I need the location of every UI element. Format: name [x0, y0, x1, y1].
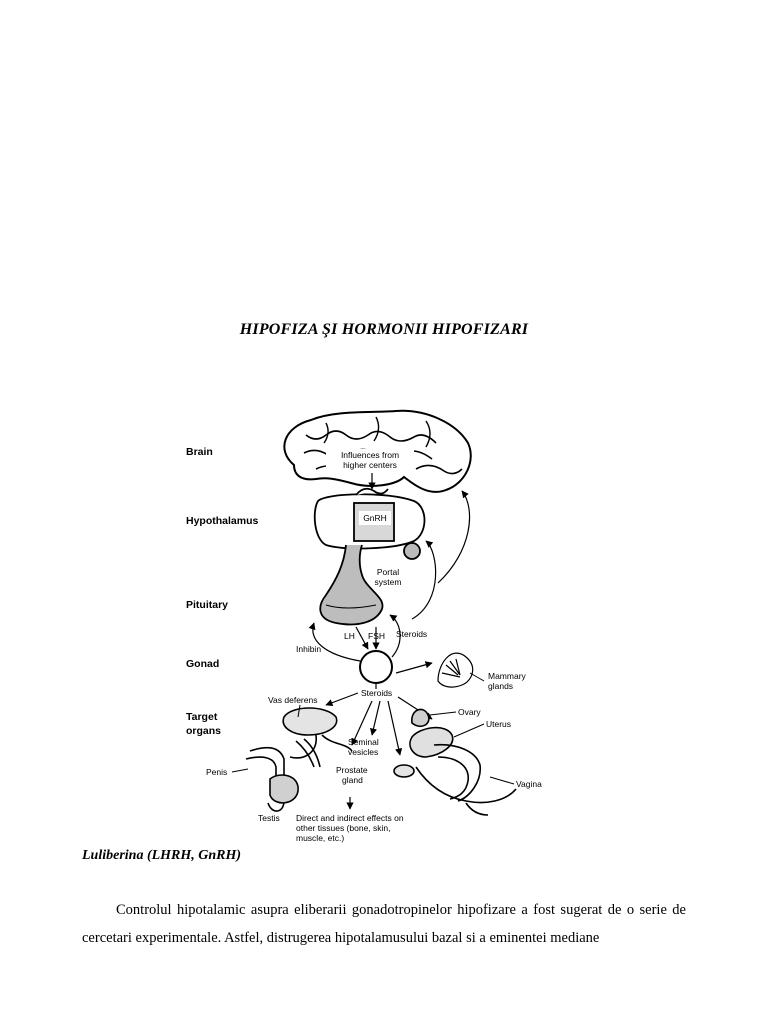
arrow-to-vas-deferens	[326, 693, 358, 705]
mammary-gland-drawing	[438, 653, 473, 687]
body-paragraph: Controlul hipotalamic asupra eliberarii gonadotropinelor hipofizare a fost sugerat de o serie de cercetari experimentale. Astfel, distrugerea hipotalamusului bazal si a eminentei mediane	[82, 902, 686, 946]
label-prostate-2: gland	[342, 775, 363, 785]
level-label-pituitary: Pituitary	[186, 599, 229, 611]
label-lh: LH	[344, 631, 355, 641]
arrow-to-mammary	[396, 663, 432, 673]
page-title: HIPOFIZA ŞI HORMONII HIPOFIZARI	[239, 321, 529, 338]
label-portal-2: system	[374, 577, 402, 587]
leader-penis	[232, 769, 248, 772]
arrow-to-prostate	[372, 701, 380, 735]
label-influences-2: higher centers	[343, 460, 397, 470]
arrow-inhibin-feedback	[313, 623, 360, 661]
label-steroids-top: Steroids	[396, 629, 428, 639]
label-mammary-2: glands	[488, 681, 514, 691]
label-gnrh: GnRH	[363, 513, 387, 523]
label-seminal-1: Seminal	[348, 737, 379, 747]
leader-ovary	[430, 712, 456, 715]
section-subheading: Luliberina (LHRH, GnRH)	[82, 848, 242, 863]
label-steroids-bottom: Steroids	[361, 688, 393, 698]
level-label-gonad: Gonad	[186, 658, 220, 670]
level-label-hypothalamus: Hypothalamus	[186, 515, 259, 527]
label-effects-2: other tissues (bone, skin,	[296, 823, 391, 833]
label-prostate-1: Prostate	[336, 765, 368, 775]
label-effects-3: muscle, etc.)	[296, 833, 345, 843]
level-label-target-2: organs	[186, 725, 222, 737]
level-label-brain: Brain	[186, 446, 213, 458]
label-penis: Penis	[206, 767, 228, 777]
label-ovary: Ovary	[458, 707, 481, 717]
arrow-to-tissues	[388, 701, 400, 755]
hypothalamus-pituitary-drawing	[315, 489, 425, 625]
leader-vagina	[490, 777, 514, 784]
label-vagina: Vagina	[516, 779, 542, 789]
label-influences-1: Influences from	[340, 450, 400, 460]
gonad-circle	[360, 651, 392, 683]
label-uterus: Uterus	[486, 719, 512, 729]
hypothalamic-pituitary-gonadal-axis-figure	[176, 405, 576, 850]
level-label-target-1: Target	[186, 711, 218, 723]
label-seminal-2: vesicles	[348, 747, 379, 757]
label-vas-deferens: Vas deferens	[268, 695, 318, 705]
label-mammary-1: Mammary	[488, 671, 526, 681]
label-fsh: FSH	[368, 631, 385, 641]
leader-uterus	[454, 724, 484, 737]
male-reproductive-drawing	[246, 708, 352, 811]
arrow-steroids-to-brain	[438, 491, 470, 583]
label-effects-1: Direct and indirect effects on	[296, 813, 404, 823]
label-testis: Testis	[258, 813, 280, 823]
label-inhibin: Inhibin	[296, 644, 322, 654]
label-portal-1: Portal	[376, 567, 400, 577]
leader-mammary	[470, 673, 484, 681]
arrow-lh	[356, 627, 368, 649]
